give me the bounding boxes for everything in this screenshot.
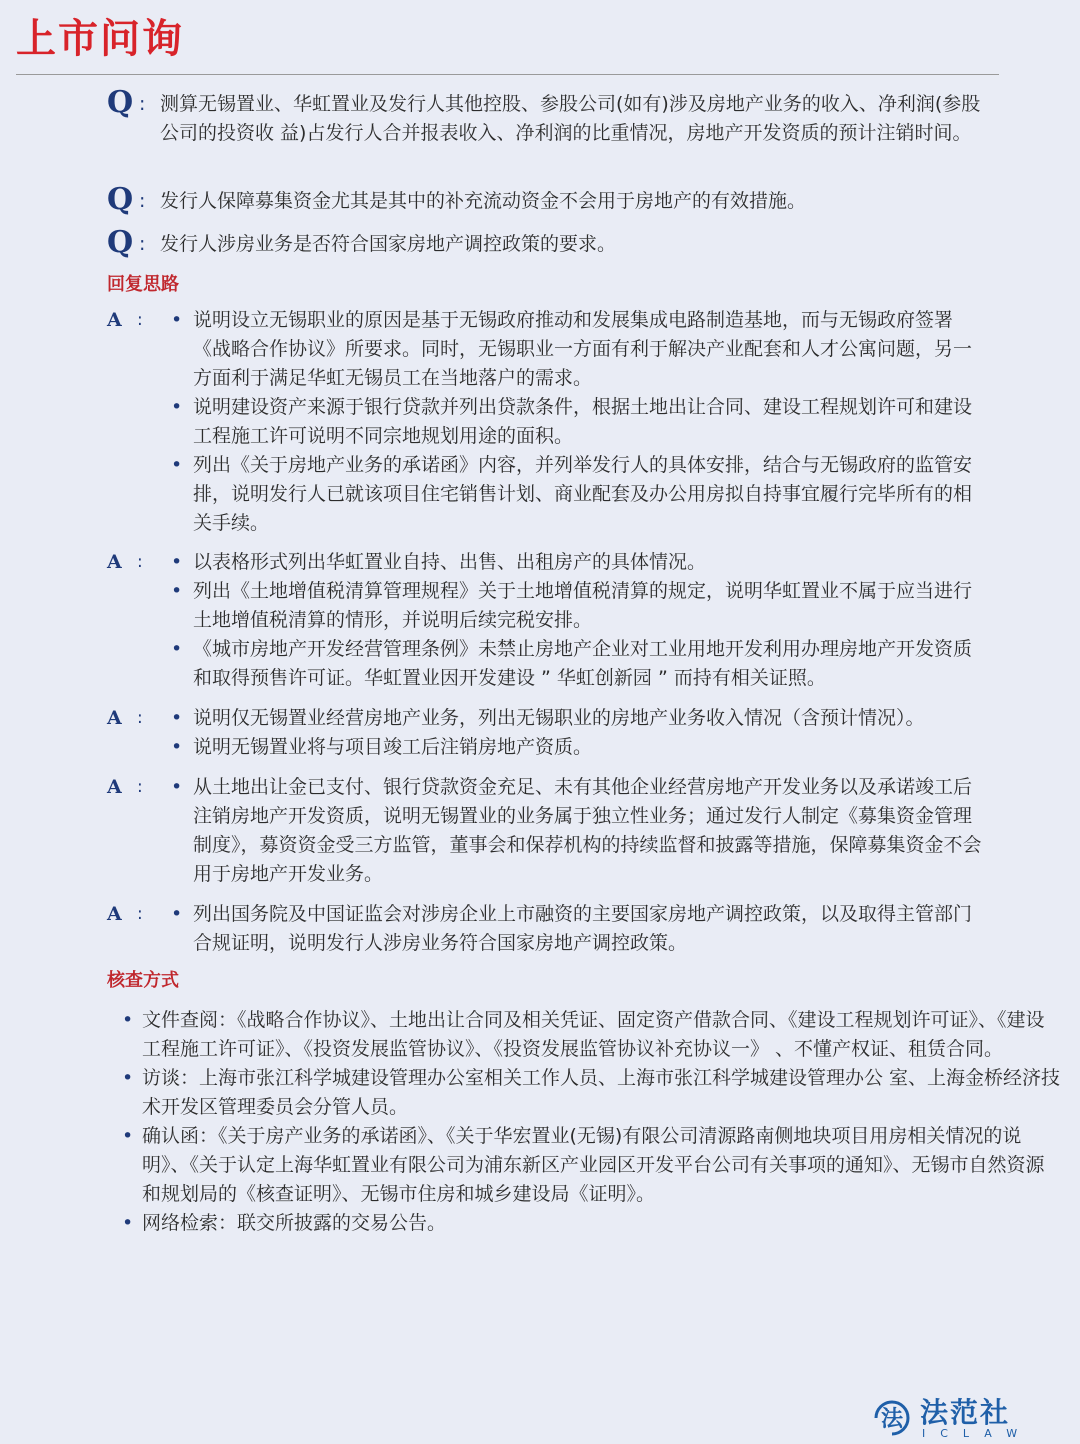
logo-subtext: ICLAW [922,1427,1033,1440]
answer-item: • 说明设立无锡职业的原因是基于无锡政府推动和发展集成电路制造基地，而与无锡政府签署《战略合作协议》所要求。同时，无锡职业一方面有利于解决产业配套和人才公寓问题，另一方面利于满足华虹无锡员工在当地落户的需求。 [193,306,987,393]
answer-1 [107,306,987,538]
answer-5 [107,900,987,958]
question-3 [107,225,987,260]
answer-marker: A [107,903,122,925]
reply-heading: 回复思路 [107,274,179,295]
question-marker: Q [107,182,134,217]
answer-3 [107,704,987,762]
answer-item: • 列出国务院及中国证监会对涉房企业上市融资的主要国家房地产调控政策，以及取得主管部门合规证明，说明发行人涉房业务符合国家房地产调控政策。 [193,900,987,958]
question-marker: Q [107,85,134,120]
answer-list [107,548,987,693]
question-colon: : [139,93,146,115]
answer-colon: : [137,552,143,572]
answer-item: • 说明建设资产来源于银行贷款并列出贷款条件，根据土地出让合同、建设工程规划许可和建设工程施工许可说明不同宗地规划用途的面积。 [193,393,987,451]
question-2 [107,182,987,217]
page-title: 上市问询 [16,16,184,62]
answer-colon: : [137,777,143,797]
answer-item: • 列出《土地增值税清算管理规程》关于土地增值税清算的规定，说明华虹置业不属于应当进行土地增值税清算的情形，并说明后续完税安排。 [193,577,987,635]
verify-item: • 访谈：上海市张江科学城建设管理办公室相关工作人员、上海市张江科学城建设管理办公 室、上海金桥经济技术开发区管理委员会分管人员。 [142,1064,1062,1122]
question-marker: Q [107,225,134,260]
title-divider [16,74,999,75]
answer-marker: A [107,707,122,729]
answer-list [107,900,987,958]
answer-list [107,306,987,538]
question-1 [107,85,987,148]
answer-marker: A [107,309,122,331]
answer-2 [107,548,987,693]
answer-colon: : [137,310,143,330]
question-text: 发行人涉房业务是否符合国家房地产调控政策的要求。 [160,233,617,255]
verify-item: • 网络检索：联交所披露的交易公告。 [142,1209,1062,1238]
logo-glyph: 法 [880,1407,904,1432]
answer-colon: : [137,708,143,728]
question-text: 发行人保障募集资金尤其是其中的补充流动资金不会用于房地产的有效措施。 [160,190,807,212]
answer-colon: : [137,904,143,924]
answer-4 [107,773,987,889]
question-colon: : [139,233,146,255]
answer-item: • 说明仅无锡置业经营房地产业务，列出无锡职业的房地产业务收入情况（含预计情况）。 [193,704,987,733]
question-text: 测算无锡置业、华虹置业及发行人其他控股、参股公司(如有)涉及房地产业务的收入、净利润(参股公司的投资收 益)占发行人合并报表收入、净利润的比重情况，房地产开发资质的预计注销时间。 [160,93,981,144]
question-colon: : [139,190,146,212]
verify-item: • 确认函：《关于房产业务的承诺函》、《关于华宏置业(无锡)有限公司清源路南侧地块项目用房相关情况的说明》、《关于认定上海华虹置业有限公司为浦东新区产业园区开发平台公司有关事项的通知》、无锡市自然资源和规划局的《核查证明》、无锡市住房和城乡建设局《证明》。 [142,1122,1062,1209]
answer-item: • 从土地出让金已支付、银行贷款资金充足、未有其他企业经营房地产开发业务以及承诺竣工后注销房地产开发资质，说明无锡置业的业务属于独立性业务；通过发行人制定《募集资金管理制度》，募资资金受三方监管，董事会和保荐机构的持续监督和披露等措施，保障募集资金不会用于房地产开发业务。 [193,773,987,889]
brand-logo [868,1396,1038,1440]
answer-marker: A [107,776,122,798]
logo-icon [868,1396,916,1440]
verify-list [120,1006,1062,1238]
verify-heading: 核查方式 [107,970,179,991]
answer-item: • 以表格形式列出华虹置业自持、出售、出租房产的具体情况。 [193,548,987,577]
answer-list [107,773,987,889]
answer-marker: A [107,551,122,573]
answer-list [107,704,987,762]
answer-item: • 列出《关于房地产业务的承诺函》内容，并列举发行人的具体安排，结合与无锡政府的监管安排，说明发行人已就该项目住宅销售计划、商业配套及办公用房拟自持事宜履行完毕所有的相关手续。 [193,451,987,538]
verify-item: • 文件查阅：《战略合作协议》、土地出让合同及相关凭证、固定资产借款合同、《建设工程规划许可证》、《建设工程施工许可证》、《投资发展监管协议》、《投资发展监管协议补充协议一》 、不懂产权证、租赁合同。 [142,1006,1062,1064]
answer-item: • 《城市房地产开发经营管理条例》未禁止房地产企业对工业用地开发利用办理房地产开发资质和取得预售许可证。华虹置业因开发建设 ” 华虹创新园 ” 而持有相关证照。 [193,635,987,693]
logo-text: 法范社 [920,1396,1011,1429]
answer-item: • 说明无锡置业将与项目竣工后注销房地产资质。 [193,733,987,762]
